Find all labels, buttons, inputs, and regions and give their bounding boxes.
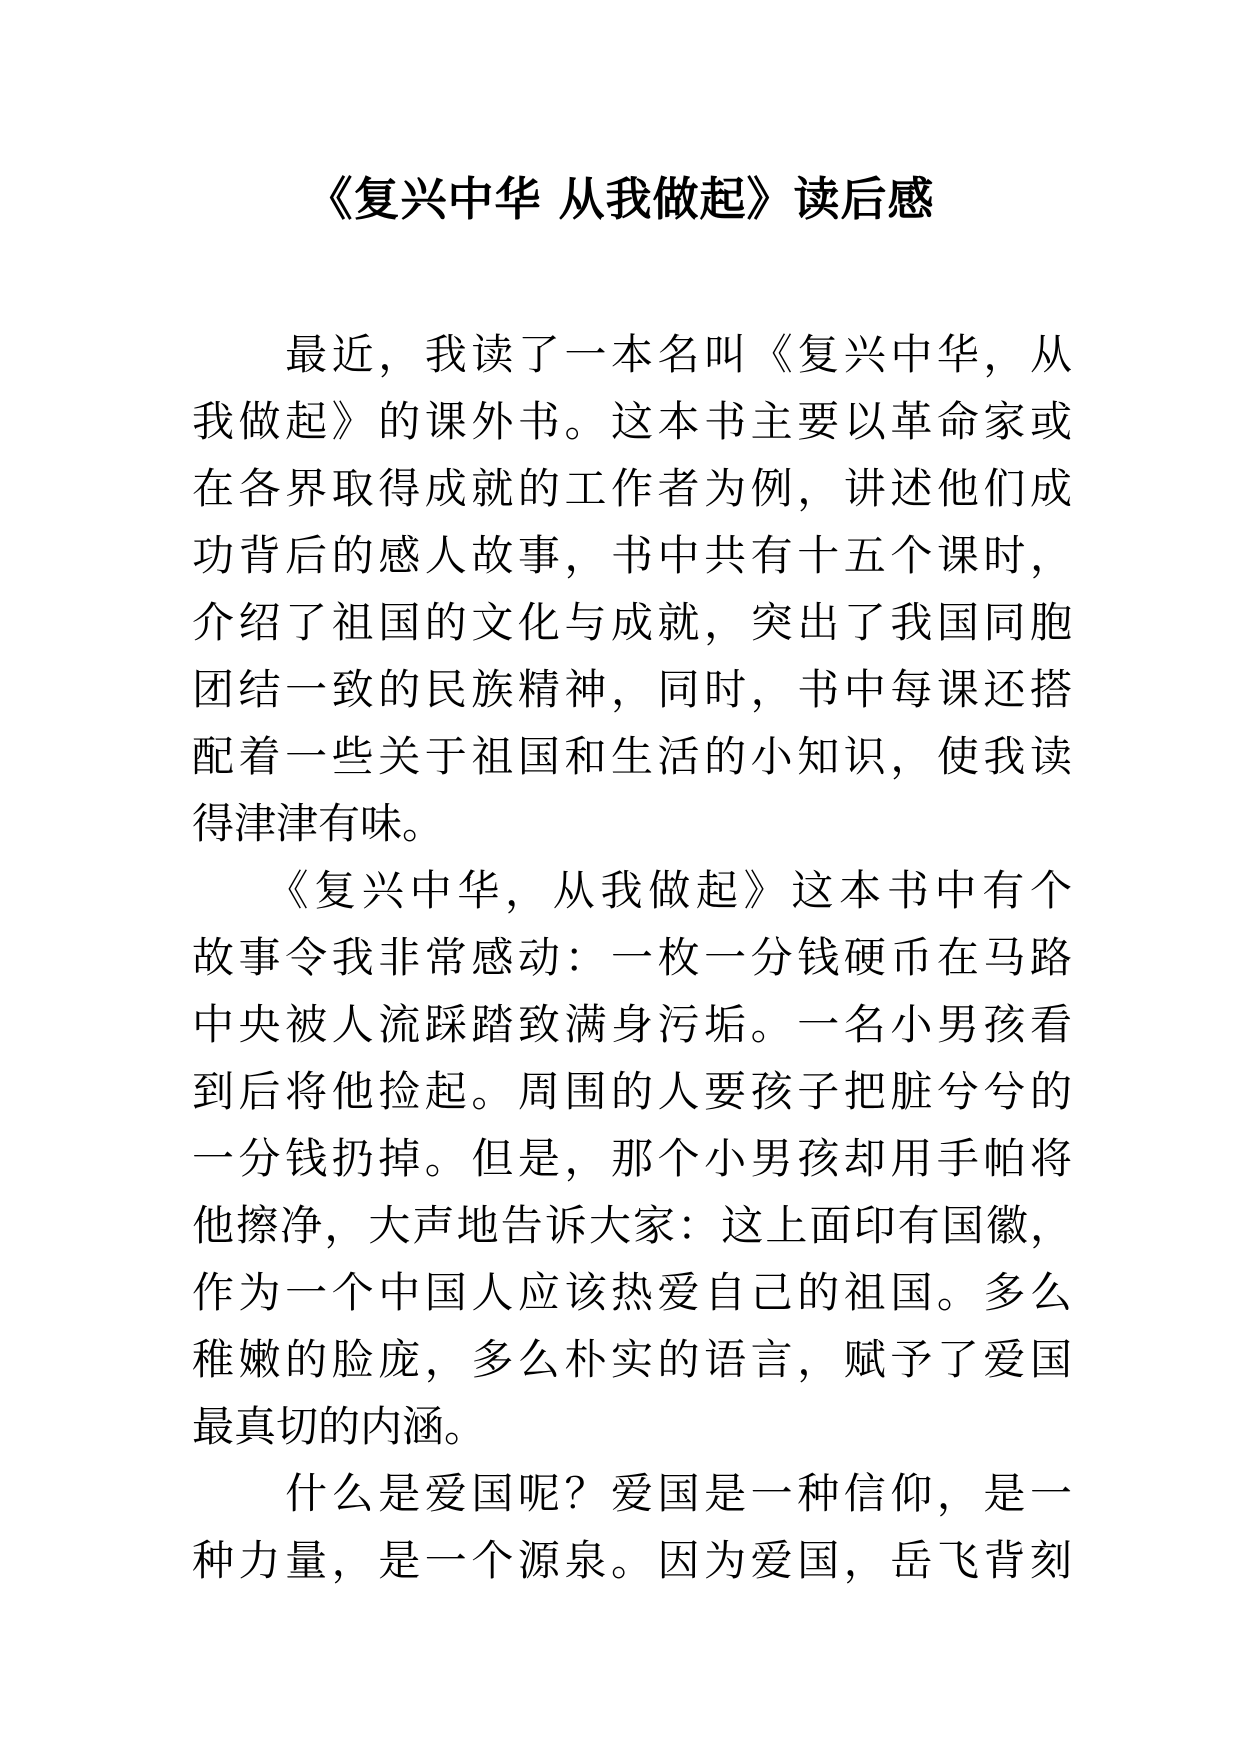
text-line: 中央被人流踩踏致满身污垢。一名小男孩看	[192, 1000, 1072, 1049]
text-line: 《复兴中华，从我做起》这本书中有个	[192, 866, 1072, 915]
text-line: 在各界取得成就的工作者为例，讲述他们成	[192, 464, 1072, 513]
text-line: 介绍了祖国的文化与成就，突出了我国同胞	[192, 598, 1072, 647]
text-line: 最真切的内涵。	[192, 1402, 487, 1451]
text-line: 故事令我非常感动：一枚一分钱硬币在马路	[192, 933, 1072, 982]
text-line: 得津津有味。	[192, 799, 445, 848]
document-body	[192, 321, 1072, 1594]
text-line: 种力量，是一个源泉。因为爱国，岳飞背刻	[192, 1536, 1072, 1585]
text-line: 他擦净，大声地告诉大家：这上面印有国徽，	[192, 1201, 1072, 1250]
text-line: 我做起》的课外书。这本书主要以革命家或	[192, 397, 1072, 446]
text-line: 团结一致的民族精神，同时，书中每课还搭	[192, 665, 1072, 714]
text-line: 最近，我读了一本名叫《复兴中华，从	[192, 330, 1072, 379]
text-line: 一分钱扔掉。但是，那个小男孩却用手帕将	[192, 1134, 1072, 1183]
text-line: 到后将他捡起。周围的人要孩子把脏兮兮的	[192, 1067, 1072, 1116]
text-line: 配着一些关于祖国和生活的小知识，使我读	[192, 732, 1072, 781]
text-line: 什么是爱国呢？爱国是一种信仰，是一	[192, 1469, 1072, 1518]
text-line: 功背后的感人故事，书中共有十五个课时，	[192, 531, 1072, 580]
text-line: 稚嫩的脸庞，多么朴实的语言，赋予了爱国	[192, 1335, 1072, 1384]
document-title: 《复兴中华 从我做起》读后感	[306, 172, 935, 226]
text-line: 作为一个中国人应该热爱自己的祖国。多么	[192, 1268, 1072, 1317]
